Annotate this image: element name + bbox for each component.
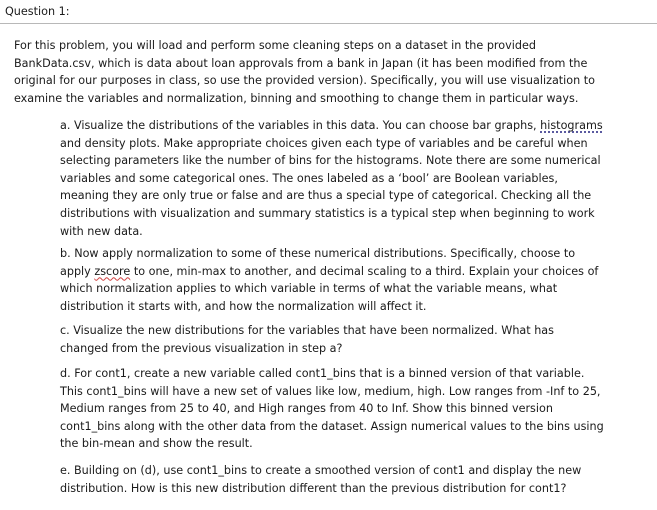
part-b-line [60, 263, 600, 281]
question-title: Question 1: [5, 5, 70, 18]
part-b-text: to one, min-max to another, and decimal scaling to a third. Explain your choices of [130, 264, 599, 278]
intro-line: BankData.csv, which is data about loan approvals from a bank in Japan (it has been modified from the [14, 56, 588, 70]
part-a-line: meaning they are only true or false and are thus a special type of categorical. Checking all the [60, 189, 592, 203]
part-d-line: d. For cont1, create a new variable called cont1_bins that is a binned version of that variable. [60, 367, 585, 380]
part-b-text: apply [60, 264, 95, 278]
part-a-line: selecting parameters like the number of bins for the histograms. Note there are some numerical [60, 154, 601, 168]
intro-line: For this problem, you will load and perform some cleaning steps on a dataset in the provided [14, 39, 536, 52]
flagged-word-zscore[interactable]: zscore [94, 264, 131, 278]
part-b-line: distribution it starts with, and how the normalization will affect it. [60, 299, 427, 313]
part-a-line: distributions with visualization and summary statistics is a typical step when beginning to work [60, 206, 595, 220]
part-d-line: cont1_bins along with the other data from the dataset. Assign numerical values to the bins using [60, 419, 604, 433]
flagged-word-histograms[interactable]: histograms [540, 119, 603, 132]
part-a-line [60, 117, 603, 135]
part-c-line: changed from the previous visualization in step a? [60, 341, 343, 355]
part-b-line: which normalization applies to which variable in terms of what the variable means, what [60, 282, 558, 296]
part-d-line: the bin-mean and show the result. [60, 437, 253, 451]
part-a-line: variables and some categorical ones. The ones labeled as a ‘bool’ are Boolean variables, [60, 171, 558, 185]
intro-line: original for our purposes in class, so use the provided version). Specifically, you will use visualization to [14, 74, 596, 88]
part-d-line: This cont1_bins will have a new set of values like low, medium, high. Low ranges from -Inf to 25, [60, 384, 601, 398]
part-a-line: and density plots. Make appropriate choices given each type of variables and be careful when [60, 136, 588, 150]
question-header [0, 0, 657, 24]
part-a-text: a. Visualize the distributions of the variables in this data. You can choose bar graphs, [60, 119, 541, 132]
intro-paragraph [14, 37, 596, 107]
intro-line: examine the variables and normalization, binning and smoothing to change them in particular ways. [14, 91, 579, 105]
part-e-line: distribution. How is this new distribution different than the previous distribution for cont1? [60, 481, 567, 495]
part-c-line: c. Visualize the new distributions for the variables that have been normalized. What has [60, 324, 554, 337]
part-a-paragraph [60, 117, 603, 240]
part-b-paragraph [60, 245, 600, 315]
part-a-line: with new data. [60, 224, 143, 238]
part-e-paragraph [60, 462, 600, 497]
part-d-paragraph [60, 365, 604, 453]
part-b-line: b. Now apply normalization to some of these numerical distributions. Specifically, choose to [60, 247, 576, 260]
part-c-paragraph [60, 322, 600, 357]
part-d-line: Medium ranges from 25 to 40, and High ranges from 40 to Inf. Show this binned version [60, 402, 553, 416]
part-e-line: e. Building on (d), use cont1_bins to create a smoothed version of cont1 and display the new [60, 464, 582, 477]
